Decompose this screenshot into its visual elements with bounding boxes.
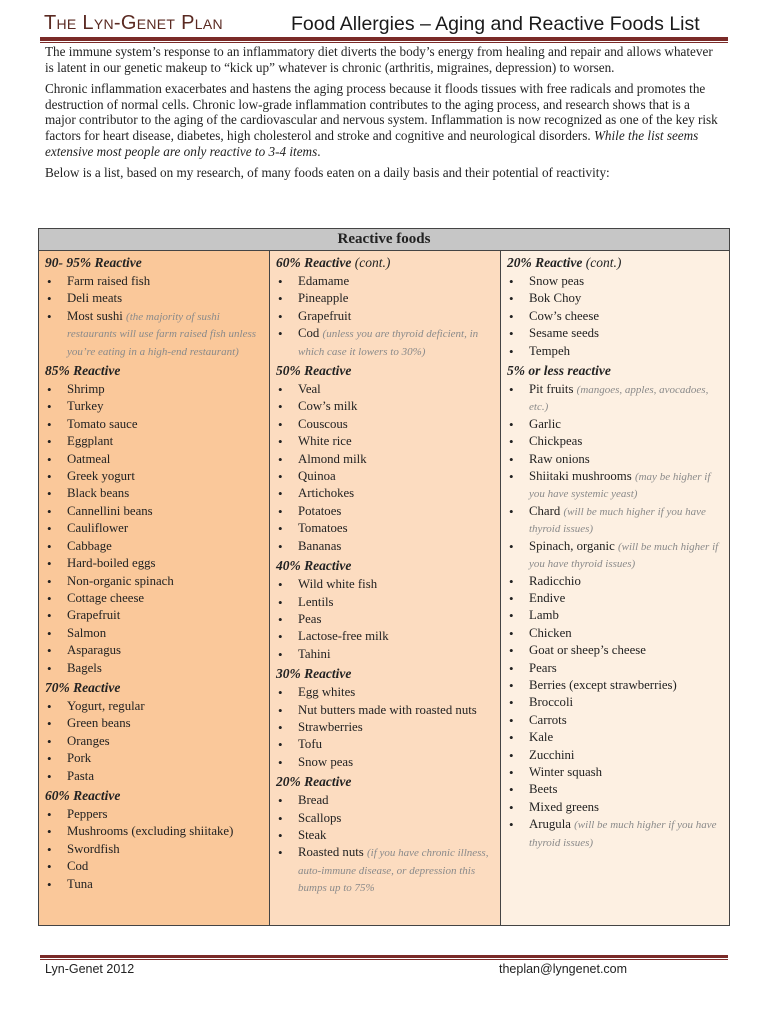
food-item	[45, 381, 263, 398]
section-title: 50% Reactive	[276, 363, 352, 379]
food-name: Oranges	[67, 733, 110, 748]
food-name: White rice	[298, 434, 352, 449]
food-item	[45, 433, 263, 450]
footer-rule	[40, 955, 728, 958]
food-name: Radicchio	[529, 573, 581, 588]
food-list	[276, 381, 494, 555]
food-item	[45, 607, 263, 624]
page-header	[44, 10, 728, 36]
food-name: Cow’s milk	[298, 399, 358, 414]
food-item	[45, 538, 263, 555]
food-name: Grapefruit	[67, 608, 121, 623]
food-item	[276, 594, 494, 611]
brand-name: The Lyn-Genet Plan	[44, 12, 223, 34]
food-name: Farm raised fish	[67, 274, 151, 288]
section-title: 60% Reactive	[276, 255, 352, 270]
food-name: Tofu	[298, 737, 322, 752]
food-name: Goat or sheep’s cheese	[529, 643, 646, 658]
food-item	[507, 625, 723, 642]
food-name: Pasta	[67, 768, 95, 783]
food-item	[507, 816, 723, 851]
food-name: Lactose-free milk	[298, 629, 389, 644]
food-list	[45, 698, 263, 785]
food-name: Shrimp	[67, 382, 105, 397]
food-item	[507, 538, 723, 573]
food-list	[45, 381, 263, 677]
food-item	[45, 750, 263, 767]
food-item	[45, 573, 263, 590]
food-name: Potatoes	[298, 503, 342, 518]
food-item	[507, 308, 723, 325]
food-list	[45, 273, 263, 360]
food-item	[276, 468, 494, 485]
food-name: Sesame seeds	[529, 326, 600, 341]
food-name: Bok Choy	[529, 291, 582, 306]
food-item	[276, 719, 494, 736]
food-item	[45, 485, 263, 502]
food-item	[507, 764, 723, 781]
intro-paragraph-2	[45, 81, 721, 159]
section-heading	[276, 557, 494, 574]
food-name: Spinach, organic	[529, 538, 615, 553]
food-list	[276, 273, 494, 360]
food-list	[507, 273, 723, 360]
food-item	[507, 290, 723, 307]
food-item	[507, 607, 723, 624]
food-item	[276, 844, 494, 896]
food-item	[45, 590, 263, 607]
food-item	[507, 642, 723, 659]
food-name: Strawberries	[298, 719, 363, 734]
food-item	[507, 781, 723, 798]
section-heading	[507, 362, 723, 379]
food-name: Winter squash	[529, 764, 603, 779]
food-item	[276, 628, 494, 645]
food-name: Oatmeal	[67, 451, 111, 466]
food-name: Pineapple	[298, 291, 349, 306]
food-name: Cauliflower	[67, 521, 129, 536]
food-name: Chickpeas	[529, 434, 583, 449]
footer-email: theplan@lyngenet.com	[499, 962, 628, 976]
food-item	[276, 503, 494, 520]
header-rule-thin	[40, 42, 728, 43]
food-item	[45, 625, 263, 642]
section-continued: (cont.)	[585, 255, 622, 270]
food-item	[276, 398, 494, 415]
section-title: 20% Reactive	[507, 255, 583, 270]
food-item	[507, 677, 723, 694]
food-item	[276, 736, 494, 753]
food-item	[507, 416, 723, 433]
food-name: Roasted nuts	[298, 845, 364, 860]
food-name: Swordfish	[67, 841, 120, 856]
section-title: 60% Reactive	[45, 787, 121, 803]
food-item	[45, 876, 263, 893]
food-item	[507, 694, 723, 711]
food-item	[276, 576, 494, 593]
section-heading	[276, 665, 494, 682]
section-title: 85% Reactive	[45, 363, 121, 379]
food-name: Deli meats	[67, 291, 123, 306]
food-name: Peas	[298, 611, 322, 626]
food-item	[276, 827, 494, 844]
food-item	[276, 308, 494, 325]
food-name: Nut butters made with roasted nuts	[298, 702, 477, 717]
food-name: Pears	[529, 660, 557, 675]
food-name: Snow peas	[529, 274, 585, 288]
food-name: Salmon	[67, 625, 107, 640]
food-item	[276, 520, 494, 537]
food-name: Wild white fish	[298, 577, 378, 592]
food-item	[507, 381, 723, 416]
food-name: Beets	[529, 782, 558, 797]
food-name: Mixed greens	[529, 799, 600, 814]
column-3	[501, 251, 729, 925]
food-item	[45, 416, 263, 433]
intro-paragraph-2-emphasis: While the list seems extensive most people are only reactive to 3-4 items	[45, 127, 699, 159]
food-list	[507, 381, 723, 851]
food-item	[276, 325, 494, 360]
food-name: Most sushi	[67, 308, 123, 323]
food-note: (will be much higher if you have thyroid issues)	[529, 540, 719, 571]
food-note: (will be much higher if you have thyroid issues)	[529, 505, 706, 536]
section-title: 30% Reactive	[276, 666, 352, 682]
food-name: Tomato sauce	[67, 416, 138, 431]
food-name: Tuna	[67, 876, 93, 891]
column-1	[39, 251, 270, 925]
food-item	[507, 273, 723, 290]
section-heading	[45, 254, 263, 271]
food-item	[507, 712, 723, 729]
food-name: Scallops	[298, 810, 342, 825]
food-name: Bagels	[67, 660, 102, 675]
food-name: Mushrooms (excluding shiitake)	[67, 824, 234, 839]
section-title: 20% Reactive	[276, 774, 352, 790]
table-heading: Reactive foods	[39, 229, 729, 251]
food-item	[507, 325, 723, 342]
food-name: Broccoli	[529, 695, 574, 710]
food-note: (may be higher if you have systemic yeast)	[529, 471, 711, 501]
food-name: Cannellini beans	[67, 503, 153, 518]
food-name: Chicken	[529, 625, 572, 640]
food-name: Asparagus	[67, 643, 122, 658]
food-name: Tahini	[298, 646, 331, 661]
food-item	[45, 642, 263, 659]
food-name: Cottage cheese	[67, 590, 145, 605]
food-item	[276, 290, 494, 307]
section-heading	[45, 679, 263, 696]
food-name: Edamame	[298, 274, 350, 288]
food-item	[45, 698, 263, 715]
food-name: Greek yogurt	[67, 469, 135, 484]
footer-rule-thin	[40, 959, 728, 960]
food-name: Yogurt, regular	[67, 698, 145, 713]
food-item	[276, 451, 494, 468]
food-item	[276, 433, 494, 450]
food-item	[45, 503, 263, 520]
food-name: Carrots	[529, 712, 567, 727]
food-note: (will be much higher if you have thyroid issues)	[529, 819, 717, 849]
food-item	[45, 451, 263, 468]
food-name: Peppers	[67, 806, 108, 821]
food-item	[45, 468, 263, 485]
food-name: Quinoa	[298, 469, 336, 484]
food-item	[507, 468, 723, 503]
food-item	[45, 273, 263, 290]
food-item	[507, 590, 723, 607]
food-name: Tomatoes	[298, 521, 348, 536]
column-2	[270, 251, 501, 925]
food-name: Egg whites	[298, 685, 356, 700]
food-item	[45, 660, 263, 677]
food-name: Garlic	[529, 416, 561, 431]
section-heading	[276, 362, 494, 379]
food-name: Shiitaki mushrooms	[529, 469, 632, 484]
food-item	[276, 810, 494, 827]
food-item	[276, 538, 494, 555]
food-list	[276, 792, 494, 896]
food-name: Grapefruit	[298, 308, 352, 323]
food-name: Zucchini	[529, 747, 575, 762]
food-item	[507, 503, 723, 538]
food-name: Pit fruits	[529, 382, 574, 397]
food-name: Raw onions	[529, 451, 590, 466]
food-item	[276, 792, 494, 809]
food-name: Arugula	[529, 817, 571, 832]
food-name: Hard-boiled eggs	[67, 556, 156, 571]
food-item	[45, 398, 263, 415]
food-item	[507, 799, 723, 816]
food-name: Lentils	[298, 594, 334, 609]
section-title: 90- 95% Reactive	[45, 255, 142, 270]
food-name: Chard	[529, 503, 561, 518]
food-name: Artichokes	[298, 486, 355, 501]
food-item	[276, 646, 494, 663]
food-item	[507, 660, 723, 677]
food-item	[45, 520, 263, 537]
food-note: (the majority of sushi restaurants will use farm raised fish unless you’re eating in a high-end restaurant)	[67, 310, 257, 358]
food-note: (unless you are thyroid deficient, in which case it lowers to 30%)	[298, 328, 479, 358]
food-item	[45, 858, 263, 875]
food-item	[45, 768, 263, 785]
food-item	[507, 451, 723, 468]
header-rule	[40, 37, 728, 41]
food-item	[45, 733, 263, 750]
food-name: Pork	[67, 751, 92, 766]
food-name: Black beans	[67, 486, 130, 501]
footer-copyright: Lyn-Genet 2012	[45, 962, 135, 976]
section-title: 40% Reactive	[276, 558, 352, 574]
food-item	[507, 729, 723, 746]
food-item	[507, 343, 723, 360]
food-item	[45, 308, 263, 360]
food-item	[276, 684, 494, 701]
food-item	[507, 747, 723, 764]
section-heading	[276, 254, 494, 271]
reactive-foods-table	[38, 228, 730, 926]
food-name: Snow peas	[298, 754, 354, 769]
section-title: 70% Reactive	[45, 679, 121, 695]
food-name: Cabbage	[67, 538, 112, 553]
food-item	[45, 806, 263, 823]
section-heading	[507, 254, 723, 271]
food-name: Non-organic spinach	[67, 573, 174, 588]
food-item	[276, 416, 494, 433]
food-item	[276, 381, 494, 398]
section-heading	[45, 787, 263, 804]
food-item	[45, 715, 263, 732]
food-item	[276, 273, 494, 290]
intro-paragraph-3: Below is a list, based on my research, of many foods eaten on a daily basis and their potential of reactivity:	[45, 165, 610, 181]
document-title: Food Allergies – Aging and Reactive Foods List	[291, 13, 700, 35]
food-name: Cow’s cheese	[529, 308, 600, 323]
intro-text	[45, 44, 721, 187]
food-name: Lamb	[529, 608, 559, 623]
food-name: Almond milk	[298, 451, 367, 466]
food-name: Veal	[298, 382, 321, 397]
food-list	[276, 576, 494, 663]
food-name: Turkey	[67, 399, 104, 414]
food-item	[507, 573, 723, 590]
food-item	[276, 754, 494, 771]
food-name: Kale	[529, 730, 554, 745]
food-item	[45, 841, 263, 858]
section-continued: (cont.)	[354, 255, 391, 270]
section-heading	[45, 362, 263, 379]
food-name: Bananas	[298, 538, 342, 553]
food-item	[276, 702, 494, 719]
food-name: Steak	[298, 827, 327, 842]
food-name: Green beans	[67, 716, 131, 731]
food-name: Cod	[298, 326, 320, 341]
food-item	[276, 611, 494, 628]
food-list	[45, 806, 263, 893]
food-item	[45, 823, 263, 840]
food-name: Couscous	[298, 416, 348, 431]
food-item	[276, 485, 494, 502]
intro-paragraph-2-end: .	[317, 143, 321, 159]
food-item	[507, 433, 723, 450]
food-item	[45, 555, 263, 572]
food-list	[276, 684, 494, 771]
intro-paragraph-1: The immune system’s response to an inflammatory diet diverts the body’s energy from healing and repair and allows whatever is latent in our genetic makeup to “kick up” whatever is chronic (arthritis, migraines, depression) to worsen.	[45, 44, 713, 75]
food-name: Bread	[298, 793, 329, 808]
section-heading	[276, 773, 494, 790]
food-name: Endive	[529, 590, 566, 605]
intro-paragraph-2-main: Chronic inflammation exacerbates and hastens the aging process because it floods tissues with free radicals and promotes the destruction of normal cells. Chronic low-grade inflammation contributes to the aging process, and research shows that is a major contributor to the aging of the cardiovascular and nervous system. Inflammation is now recognized as one of the key risk factors for heart disease, diabetes, high cholesterol and stroke and cognitive and neurological disorders.	[45, 81, 718, 143]
food-note: (mangoes, apples, avocadoes, etc.)	[529, 384, 709, 414]
food-item	[45, 290, 263, 307]
section-title: 5% or less reactive	[507, 363, 611, 379]
food-name: Berries (except strawberries)	[529, 677, 677, 692]
food-name: Tempeh	[529, 343, 571, 358]
food-name: Eggplant	[67, 434, 114, 449]
food-name: Cod	[67, 859, 89, 874]
food-note: (if you have chronic illness, auto-immune disease, or depression this bumps up to 75%	[298, 847, 489, 895]
